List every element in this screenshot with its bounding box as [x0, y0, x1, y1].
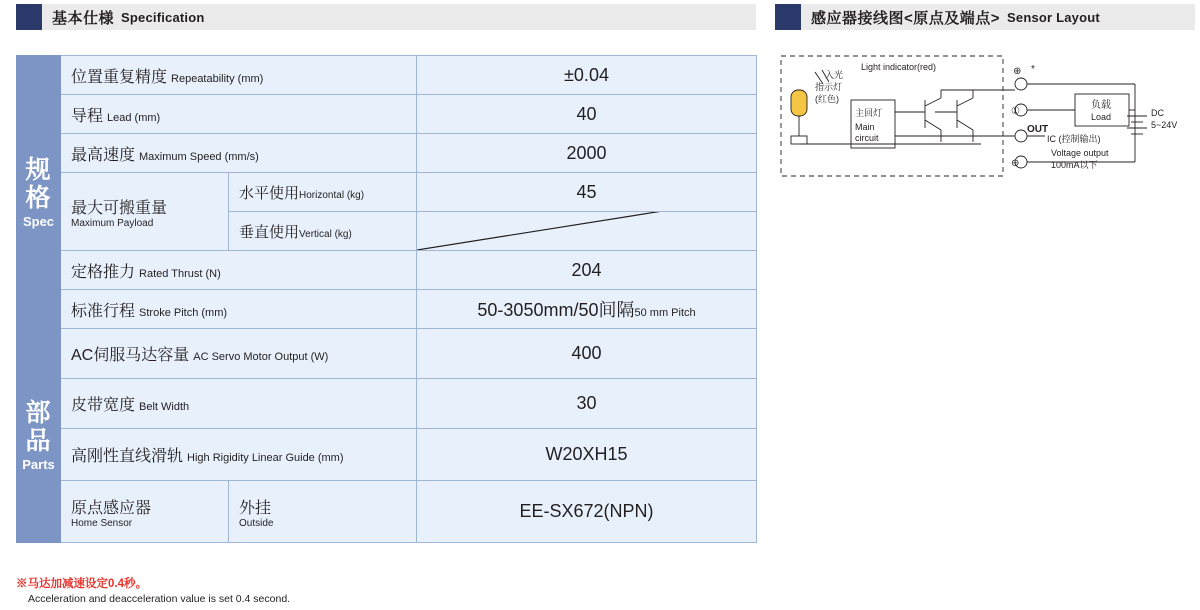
- row-label-linear-guide-en: High Rigidity Linear Guide (mm): [187, 452, 344, 464]
- row-label-max-speed: [61, 134, 417, 173]
- spec-header-title-bg: [42, 4, 756, 30]
- row-label-max-speed-en: Maximum Speed (mm/s): [139, 150, 259, 163]
- label-current-limit: 100mA以下: [1051, 160, 1098, 170]
- row-value-max-speed: 2000: [417, 134, 757, 173]
- label-dc: DC: [1151, 108, 1164, 118]
- terminal-minus-icon: ⊖: [1011, 158, 1020, 169]
- row-label-linear-guide: [61, 429, 417, 481]
- side-label-spec-en: Spec: [22, 213, 55, 229]
- sensor-header-title-en: Sensor Layout: [1007, 9, 1100, 25]
- label-load-en: Load: [1091, 112, 1112, 122]
- row-label-home-sensor: [61, 481, 229, 543]
- row-value-belt-width: 30: [417, 379, 757, 429]
- label-load-cn: 负载: [1091, 100, 1111, 111]
- row-label-rated-thrust: [61, 251, 417, 290]
- sensor-wiring-diagram: [775, 50, 1195, 195]
- footnote: [16, 575, 290, 605]
- row-label-max-speed-cn: 最高速度: [71, 146, 136, 164]
- row-value-repeatability: ±0.04: [417, 56, 757, 95]
- label-main-circuit-en-2: circuit: [855, 133, 879, 143]
- row-label-rated-thrust-cn: 定格推力: [71, 263, 136, 281]
- row-label-servo-output-en: AC Servo Motor Output (W): [193, 351, 329, 363]
- row-value-stroke-pitch: [417, 290, 757, 329]
- row-label-repeatability-cn: 位置重复精度: [71, 68, 168, 86]
- row-sublabel-outside: [229, 481, 417, 543]
- row-label-lead-en: Lead (mm): [107, 111, 161, 124]
- row-label-belt-width-en: Belt Width: [139, 401, 190, 413]
- row-label-lead-cn: 导程: [71, 107, 104, 125]
- row-label-belt-width: [61, 379, 417, 429]
- side-label-parts-cn: 部品: [25, 399, 52, 455]
- row-label-stroke-pitch-cn: 标准行程: [71, 302, 136, 320]
- row-label-home-sensor-en: Home Sensor: [71, 517, 133, 529]
- row-label-servo-output-cn: AC伺服马达容量: [71, 347, 190, 364]
- row-label-rated-thrust-en: Rated Thrust (N): [139, 267, 221, 280]
- specification-table: [16, 55, 757, 543]
- specification-table-wrap: [16, 55, 756, 543]
- row-value-stroke-pitch-main: 50-3050mm/50间隔: [477, 300, 635, 320]
- table-row: [17, 379, 757, 429]
- row-label-linear-guide-cn: 高刚性直线滑轨: [71, 448, 184, 465]
- row-value-vertical-not-applicable: [417, 212, 757, 251]
- side-label-spec-cn: 规格: [25, 155, 52, 212]
- label-ic-control-output: IC (控制输出): [1047, 134, 1101, 144]
- label-dc-range: 5~24V: [1151, 120, 1178, 130]
- row-value-stroke-pitch-small: 50 mm Pitch: [634, 307, 696, 319]
- sensor-section-header: [775, 4, 1195, 30]
- table-row: [17, 429, 757, 481]
- sensor-header-title-cn: 感应器接线图<原点及端点>: [811, 9, 1001, 27]
- spec-header-title-cn: 基本仕様: [52, 9, 115, 27]
- row-sublabel-horizontal: [229, 173, 417, 212]
- sensor-header-accent-bar: [775, 4, 801, 30]
- row-value-horizontal: 45: [417, 173, 757, 212]
- row-label-max-payload: [61, 173, 229, 251]
- row-label-stroke-pitch: [61, 290, 417, 329]
- row-label-stroke-pitch-en: Stroke Pitch (mm): [139, 306, 228, 319]
- row-value-rated-thrust: 204: [417, 251, 757, 290]
- row-label-home-sensor-cn: 原点感应器: [71, 499, 152, 517]
- table-row: [17, 481, 757, 543]
- table-row: [17, 95, 757, 134]
- sensor-wiring-svg: [775, 50, 1195, 195]
- row-value-servo-output: 400: [417, 329, 757, 379]
- footnote-line-en: Acceleration and deacceleration value is set 0.4 second.: [28, 593, 291, 605]
- label-main-lamp-cn: 主回灯: [855, 108, 883, 118]
- row-sublabel-vertical: [229, 212, 417, 251]
- spec-header-accent-bar: [16, 4, 42, 30]
- row-label-repeatability: [61, 56, 417, 95]
- row-label-servo-output: [61, 329, 417, 379]
- label-indicator-color-cn: (红色): [815, 94, 839, 104]
- row-label-max-payload-en: Maximum Payload: [71, 217, 154, 229]
- row-sublabel-horizontal-cn: 水平使用: [239, 184, 300, 202]
- row-label-lead: [61, 95, 417, 134]
- label-voltage-output: Voltage output: [1051, 148, 1109, 158]
- table-row: [17, 56, 757, 95]
- spec-header-title-en: Specification: [121, 9, 205, 25]
- row-sublabel-horizontal-en: Horizontal (kg): [299, 189, 365, 201]
- diagonal-strike-icon: [417, 212, 757, 251]
- row-label-belt-width-cn: 皮带宽度: [71, 397, 136, 414]
- row-label-repeatability-en: Repeatability (mm): [171, 72, 264, 85]
- row-value-linear-guide: W20XH15: [417, 429, 757, 481]
- row-sublabel-vertical-en: Vertical (kg): [299, 228, 352, 240]
- row-value-home-sensor: EE-SX672(NPN): [417, 481, 757, 543]
- side-label-parts-en: Parts: [22, 457, 55, 472]
- spec-section-header: [16, 4, 756, 30]
- label-out: OUT: [1027, 124, 1049, 135]
- side-label-spec: [17, 56, 61, 329]
- table-row: [17, 329, 757, 379]
- row-sublabel-outside-cn: 外挂: [239, 499, 272, 517]
- terminal-pin-1: ①: [1011, 106, 1020, 117]
- label-light-in-cn: 入光: [825, 70, 844, 80]
- sensor-header-title-bg: [801, 4, 1195, 30]
- row-value-lead: 40: [417, 95, 757, 134]
- row-sublabel-vertical-cn: 垂直使用: [239, 223, 300, 241]
- row-sublabel-outside-en: Outside: [239, 517, 274, 529]
- row-label-max-payload-cn: 最大可搬重量: [71, 199, 168, 217]
- label-indicator-cn: 指示灯: [815, 82, 843, 92]
- terminal-asterisk: *: [1031, 64, 1035, 75]
- side-label-parts: [17, 329, 61, 543]
- footnote-line-cn: ※马达加减速设定0.4秒。: [16, 578, 147, 590]
- table-row: [17, 173, 757, 212]
- table-row: [17, 134, 757, 173]
- table-row: [17, 290, 757, 329]
- terminal-plus-icon: ⊕: [1013, 66, 1022, 77]
- table-row: [17, 251, 757, 290]
- label-main-circuit-en-1: Main: [855, 122, 875, 132]
- label-light-indicator-en: Light indicator(red): [861, 62, 937, 72]
